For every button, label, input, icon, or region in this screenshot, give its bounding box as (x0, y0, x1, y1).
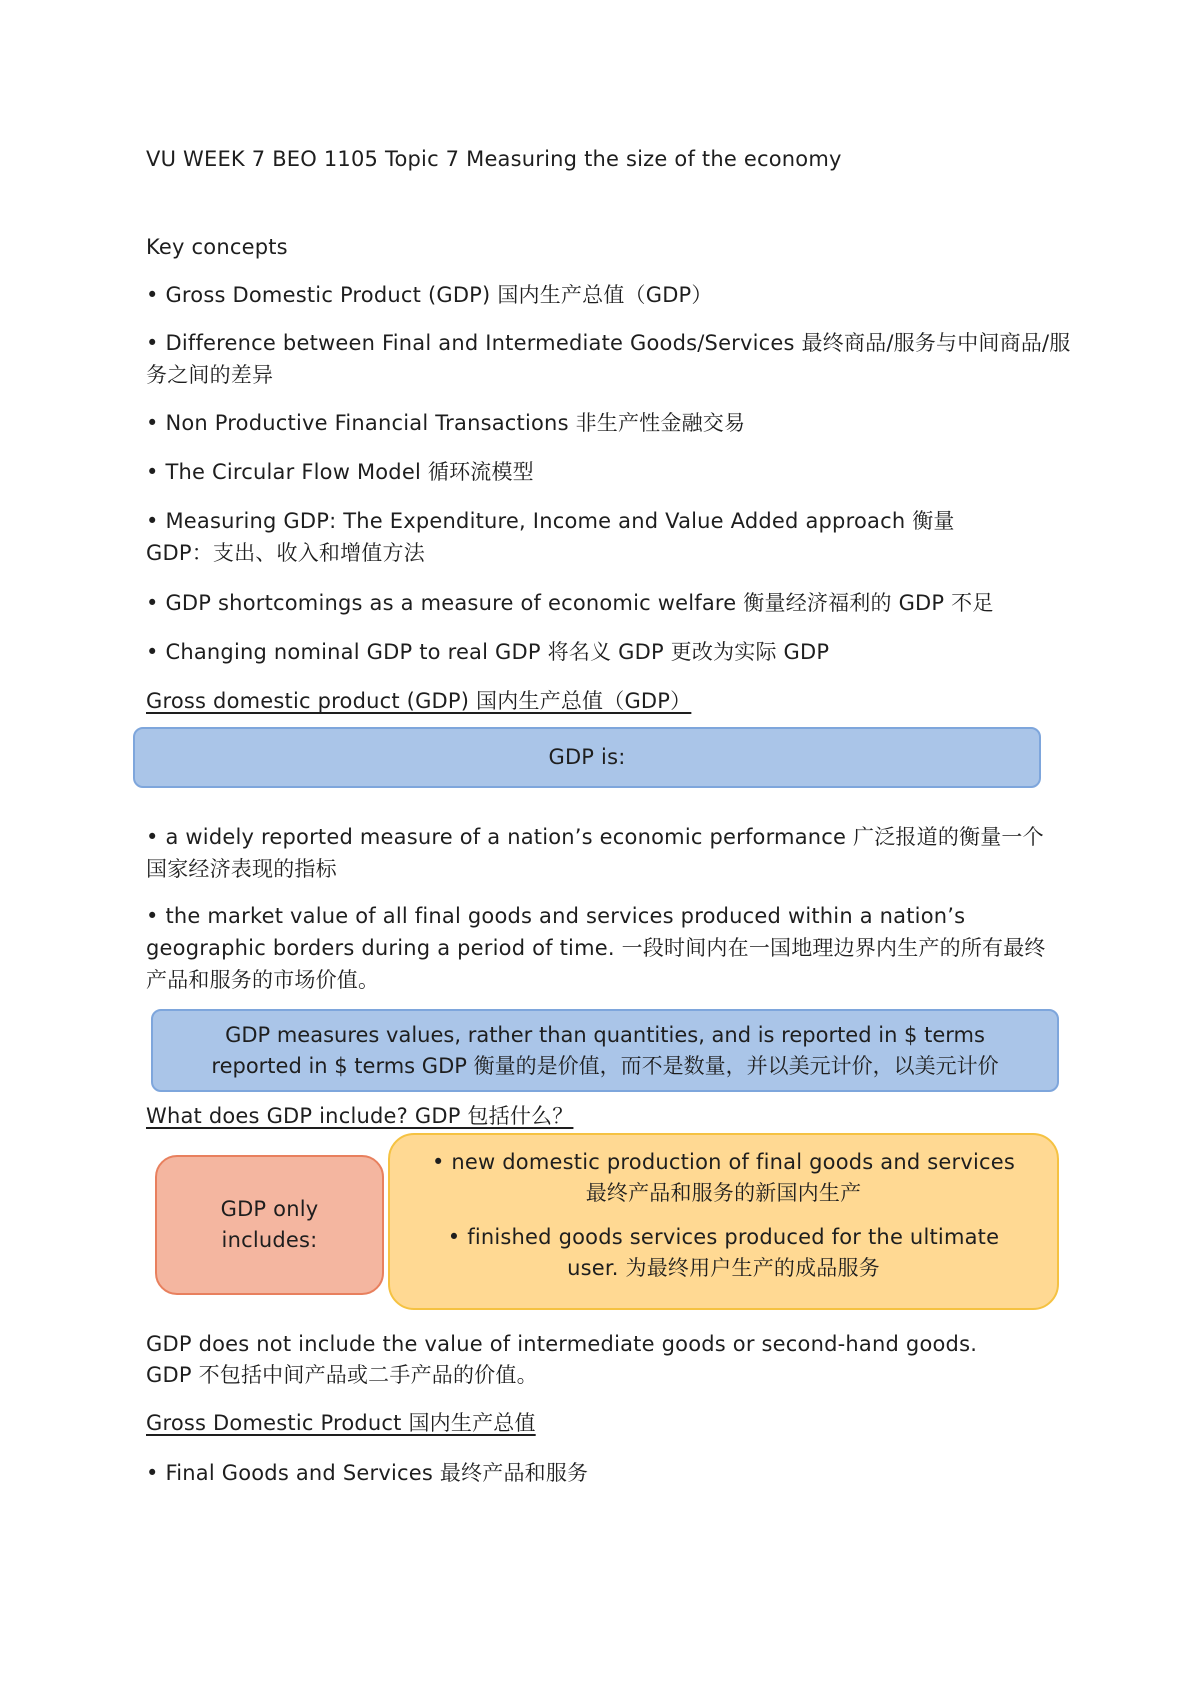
gdp-includes-item-line: 最终产品和服务的新国内生产 (585, 1181, 862, 1205)
gdp-includes-item-line: user. 为最终用户生产的成品服务 (567, 1256, 880, 1280)
key-concept-item: • GDP shortcomings as a measure of economic welfare 衡量经济福利的 GDP 不足 (146, 591, 994, 615)
gdp-only-includes-text: GDP only (220, 1197, 319, 1221)
gdp-includes-item-line: • finished goods services produced for the ultimate (447, 1225, 1000, 1249)
gdp-includes-heading: What does GDP include? GDP 包括什么？ (146, 1104, 574, 1128)
gdp-includes-item (390, 1222, 1057, 1284)
key-concept-item: • Gross Domestic Product (GDP) 国内生产总值（GDP） (146, 283, 713, 307)
gdp-values-note-line: GDP measures values, rather than quantities, and is reported in $ terms (225, 1023, 985, 1047)
key-concept-item: • Changing nominal GDP to real GDP 将名义 GDP 更改为实际 GDP (146, 640, 830, 664)
key-concept-item: • The Circular Flow Model 循环流模型 (146, 460, 534, 484)
gdp-subsection-heading: Gross Domestic Product 国内生产总值 (146, 1411, 536, 1435)
gdp-exclusion-text: GDP does not include the value of intermediate goods or second-hand goods. (146, 1332, 978, 1356)
gdp-includes-item (390, 1147, 1057, 1209)
key-concept-item: • Non Productive Financial Transactions 非生产性金融交易 (146, 411, 746, 435)
gdp-includes-list-box (388, 1133, 1059, 1310)
gdp-only-includes-text: includes: (221, 1228, 318, 1252)
gdp-section-heading: Gross domestic product (GDP) 国内生产总值（GDP） (146, 689, 692, 713)
document-title: VU WEEK 7 BEO 1105 Topic 7 Measuring the size of the economy (146, 147, 842, 171)
gdp-is-box (133, 727, 1041, 788)
gdp-definition-bullet: • the market value of all final goods and services produced within a nation’s geographic borders during a period of time. 一段时间内在一国地理边界内生产的所有最终产品和服务的市场价值。 (146, 904, 1046, 992)
key-concept-item: • Measuring GDP: The Expenditure, Income and Value Added approach 衡量 GDP：支出、收入和增值方法 (146, 509, 955, 565)
gdp-values-note-line: reported in $ terms GDP 衡量的是价值，而不是数量，并以美元计价，以美元计价 (211, 1054, 999, 1078)
key-concept-item: • Difference between Final and Intermediate Goods/Services 最终商品/服务与中间商品/服务之间的差异 (146, 331, 1071, 387)
gdp-is-label: GDP is: (548, 745, 626, 769)
gdp-includes-item-line: • new domestic production of final goods and services (431, 1150, 1016, 1174)
gdp-exclusion-text: GDP 不包括中间产品或二手产品的价值。 (146, 1363, 538, 1387)
key-concepts-heading: Key concepts (146, 235, 288, 259)
gdp-values-note-box (151, 1009, 1059, 1092)
final-goods-bullet: • Final Goods and Services 最终产品和服务 (146, 1461, 589, 1485)
gdp-definition-bullet: • a widely reported measure of a nation’s economic performance 广泛报道的衡量一个国家经济表现的指标 (146, 825, 1044, 881)
gdp-only-includes-box (155, 1155, 384, 1295)
